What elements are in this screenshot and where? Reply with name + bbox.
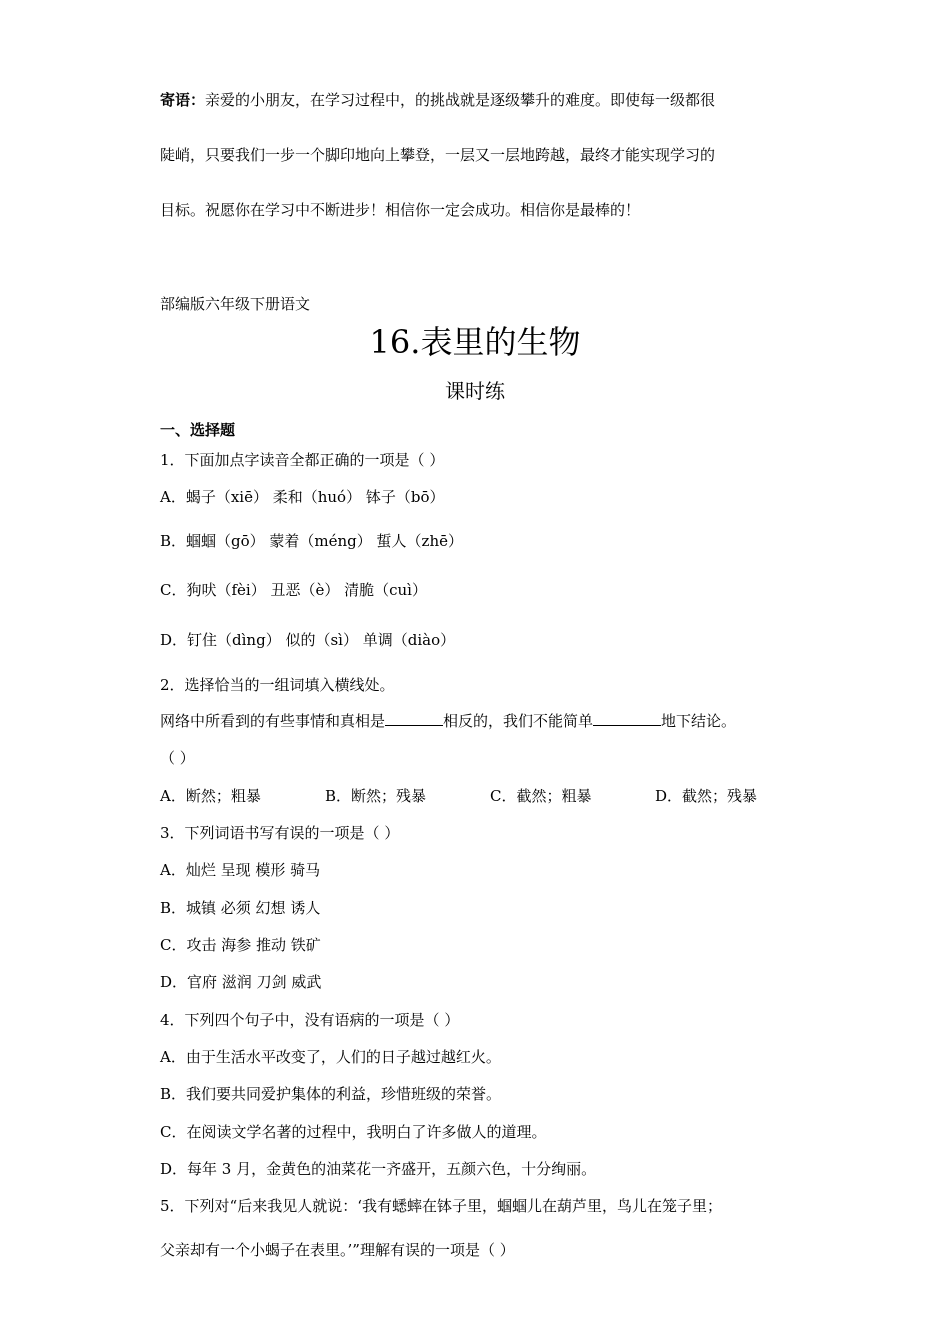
q4-stem: 4．下列四个句子中，没有语病的一项是（ ）: [160, 1011, 460, 1029]
q4-option-a: A．由于生活水平改变了，人们的日子越过越红火。: [160, 1048, 501, 1066]
q2-sentence: [160, 711, 736, 731]
q2-option-d: D．截然；残暴: [655, 787, 758, 805]
q1-option-d: D．钉住（dìng） 似的（sì） 单调（diào）: [160, 631, 456, 649]
q1-option-b: B．蝈蝈（gō） 蒙着（méng） 蜇人（zhē）: [160, 532, 463, 550]
q3-stem: 3．下列词语书写有误的一项是（ ）: [160, 824, 400, 842]
q3-option-b: B．城镇 必须 幻想 诱人: [160, 899, 321, 917]
q2-sentence-part-2: 相反的，我们不能简单: [443, 712, 594, 730]
message-line-3: 目标。祝愿你在学习中不断进步！相信你一定会成功。相信你是最棒的！: [160, 201, 641, 219]
q2-options: [160, 786, 757, 806]
message-label: 寄语：: [160, 91, 206, 109]
message-line-2: 陡峭，只要我们一步一个脚印地向上攀登，一层又一层地跨越，最终才能实现学习的: [160, 146, 716, 164]
q1-stem: 1．下面加点字读音全都正确的一项是（ ）: [160, 451, 445, 469]
q2-stem: 2．选择恰当的一组词填入横线处。: [160, 676, 395, 694]
q4-option-b: B．我们要共同爱护集体的利益，珍惜班级的荣誉。: [160, 1085, 502, 1103]
q1-option-a: A．蝎子（xiē） 柔和（huó） 钵子（bō）: [160, 488, 445, 506]
q3-option-d: D．官府 滋润 刀剑 威武: [160, 973, 322, 991]
q2-option-c: C．截然；粗暴: [490, 787, 592, 805]
q2-sentence-part-1: 网络中所看到的有些事情和真相是: [160, 712, 386, 730]
q2-sentence-part-3: 地下结论。: [661, 712, 737, 730]
q5-stem-line-1: 5．下列对“后来我见人就说：‘我有蟋蟀在钵子里，蝈蝈儿在葫芦里，鸟儿在笼子里；: [160, 1197, 722, 1215]
message-text-1: 亲爱的小朋友，在学习过程中，的挑战就是逐级攀升的难度。即使每一级都很: [205, 91, 716, 109]
q2-answer-paren: （ ）: [160, 749, 195, 767]
page-subtitle: 课时练: [445, 379, 505, 403]
q3-option-a: A．灿烂 呈现 模形 骑马: [160, 861, 321, 879]
page-title: 16.表里的生物: [369, 323, 581, 361]
q2-option-b: B．断然；残暴: [325, 787, 427, 805]
q2-blank-1: [385, 711, 443, 726]
q2-option-a: A．断然；粗暴: [160, 787, 261, 805]
q5-stem-line-2: 父亲却有一个小蝎子在表里。’”理解有误的一项是（ ）: [160, 1241, 515, 1259]
q3-option-c: C．攻击 海参 推动 铁矿: [160, 936, 321, 954]
q4-option-d: D．每年 3 月，金黄色的油菜花一齐盛开，五颜六色，十分绚丽。: [160, 1160, 597, 1178]
q4-option-c: C．在阅读文学名著的过程中，我明白了许多做人的道理。: [160, 1123, 547, 1141]
series-label: 部编版六年级下册语文: [160, 295, 311, 313]
section-title: 一、选择题: [160, 421, 236, 439]
q1-option-c: C．狗吠（fèi） 丑恶（è） 清脆（cuì）: [160, 581, 427, 599]
q2-blank-2: [593, 711, 661, 726]
message-line-1: [160, 90, 715, 110]
